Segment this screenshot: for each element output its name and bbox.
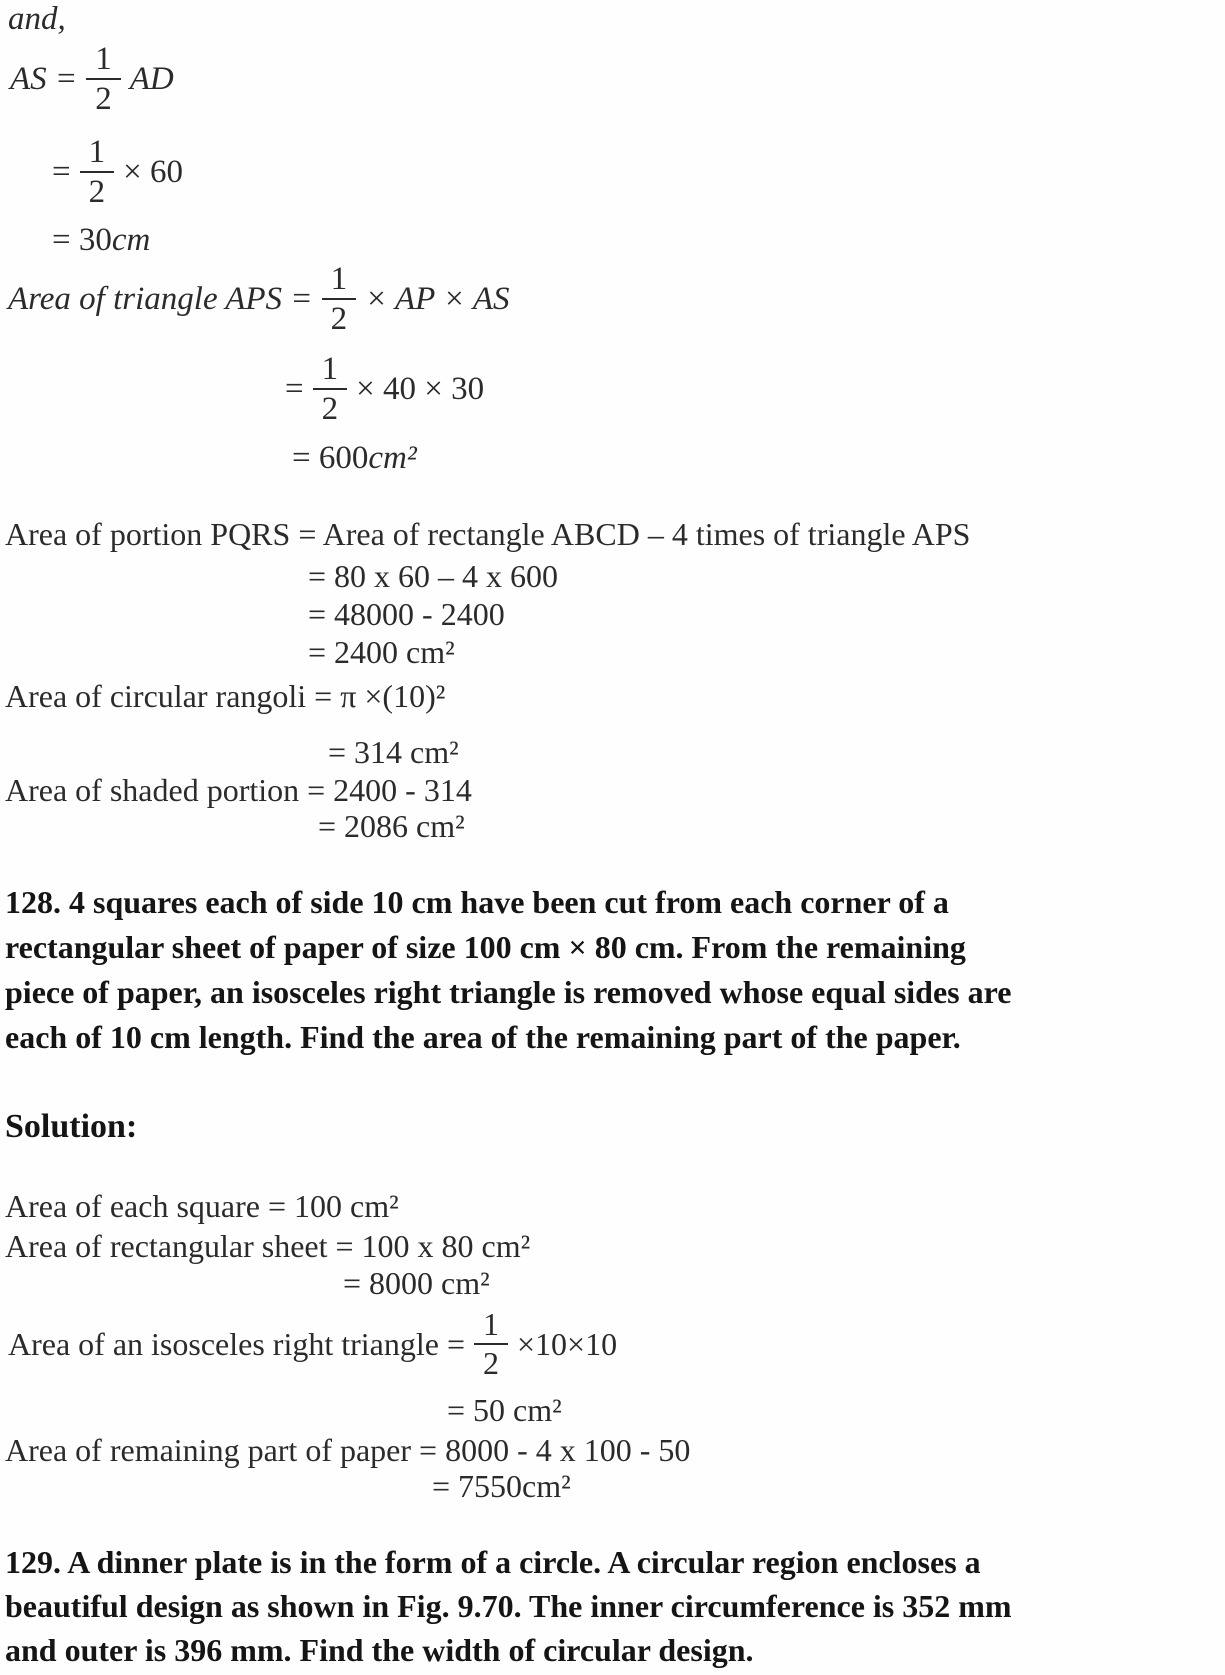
equation-rhs: ×10×10 (517, 1325, 618, 1362)
equation-half-times-60 (52, 135, 183, 210)
work-line-2400cm2: = 2400 cm² (308, 634, 455, 670)
equation-half-40-30 (285, 352, 484, 427)
fraction-denominator: 2 (330, 301, 348, 338)
fraction-one-half (86, 42, 121, 117)
solution-heading: Solution: (5, 1108, 138, 1145)
question-129-line-3: and outer is 396 mm. Find the width of circular design. (5, 1632, 754, 1668)
equation-isosceles-triangle (8, 1308, 617, 1381)
fraction-one-half (322, 262, 357, 337)
equation-value: = 30 (52, 222, 112, 258)
equation-unit: cm² (368, 440, 417, 476)
question-129-line-1: 129. A dinner plate is in the form of a circle. A circular region encloses a (5, 1544, 981, 1580)
fraction-numerator: 1 (86, 42, 121, 80)
work-line-2086cm2: = 2086 cm² (318, 808, 465, 844)
question-128-line-3: piece of paper, an isosceles right triangle is removed whose equal sides are (5, 974, 1012, 1010)
work-line-8000cm2: = 8000 cm² (343, 1265, 490, 1301)
equation-lhs: = (285, 370, 304, 407)
fraction-numerator: 1 (313, 352, 348, 390)
work-line-7550cm2: = 7550cm² (432, 1468, 571, 1504)
equation-result-600cm2 (292, 438, 417, 478)
equation-lhs: = (52, 153, 71, 190)
question-128-line-1: 128. 4 squares each of side 10 cm have been cut from each corner of a (5, 884, 949, 920)
equation-lhs: Area of triangle APS = (8, 280, 313, 317)
equation-rhs: × AP × AS (365, 280, 510, 317)
work-line-rangoli: Area of circular rangoli = π ×(10)² (5, 678, 446, 714)
question-128-line-4: each of 10 cm length. Find the area of the remaining part of the paper. (5, 1019, 961, 1055)
work-line-48000: = 48000 - 2400 (308, 596, 505, 632)
fraction-denominator: 2 (88, 174, 106, 211)
work-line-80x60: = 80 x 60 – 4 x 600 (308, 558, 559, 594)
equation-value: = 600 (292, 440, 369, 476)
fraction-numerator: 1 (80, 135, 115, 173)
work-line-50cm2: = 50 cm² (447, 1392, 562, 1428)
fraction-numerator: 1 (474, 1308, 508, 1345)
equation-area-triangle-aps (8, 262, 510, 337)
fraction-numerator: 1 (322, 262, 357, 300)
work-line-pqrs: Area of portion PQRS = Area of rectangle ABCD – 4 times of triangle APS (5, 516, 971, 552)
equation-rhs: AD (129, 60, 174, 97)
equation-result-30cm (52, 220, 150, 260)
fraction-denominator: 2 (483, 1345, 499, 1382)
work-line-rect-sheet: Area of rectangular sheet = 100 x 80 cm² (5, 1228, 531, 1264)
equation-as-half-ad (10, 42, 174, 117)
fraction-one-half (313, 352, 348, 427)
equation-lhs: Area of an isosceles right triangle = (8, 1325, 465, 1362)
work-line-each-square: Area of each square = 100 cm² (5, 1188, 399, 1224)
equation-unit: cm (111, 222, 151, 258)
fraction-one-half (474, 1308, 508, 1381)
equation-lhs: AS = (10, 60, 78, 97)
question-129-line-2: beautiful design as shown in Fig. 9.70. The inner circumference is 352 mm (5, 1588, 1012, 1624)
question-128-line-2: rectangular sheet of paper of size 100 cm × 80 cm. From the remaining (5, 929, 966, 965)
work-line-shaded: Area of shaded portion = 2400 - 314 (5, 772, 472, 808)
equation-rhs: × 60 (123, 153, 183, 190)
work-line-314cm2: = 314 cm² (328, 734, 459, 770)
fraction-denominator: 2 (95, 81, 112, 118)
equation-rhs: × 40 × 30 (356, 370, 485, 407)
intro-word: and, (8, 1, 66, 37)
fraction-denominator: 2 (321, 391, 339, 428)
work-line-remaining: Area of remaining part of paper = 8000 - 4 x 100 - 50 (5, 1432, 691, 1468)
fraction-one-half (80, 135, 115, 210)
